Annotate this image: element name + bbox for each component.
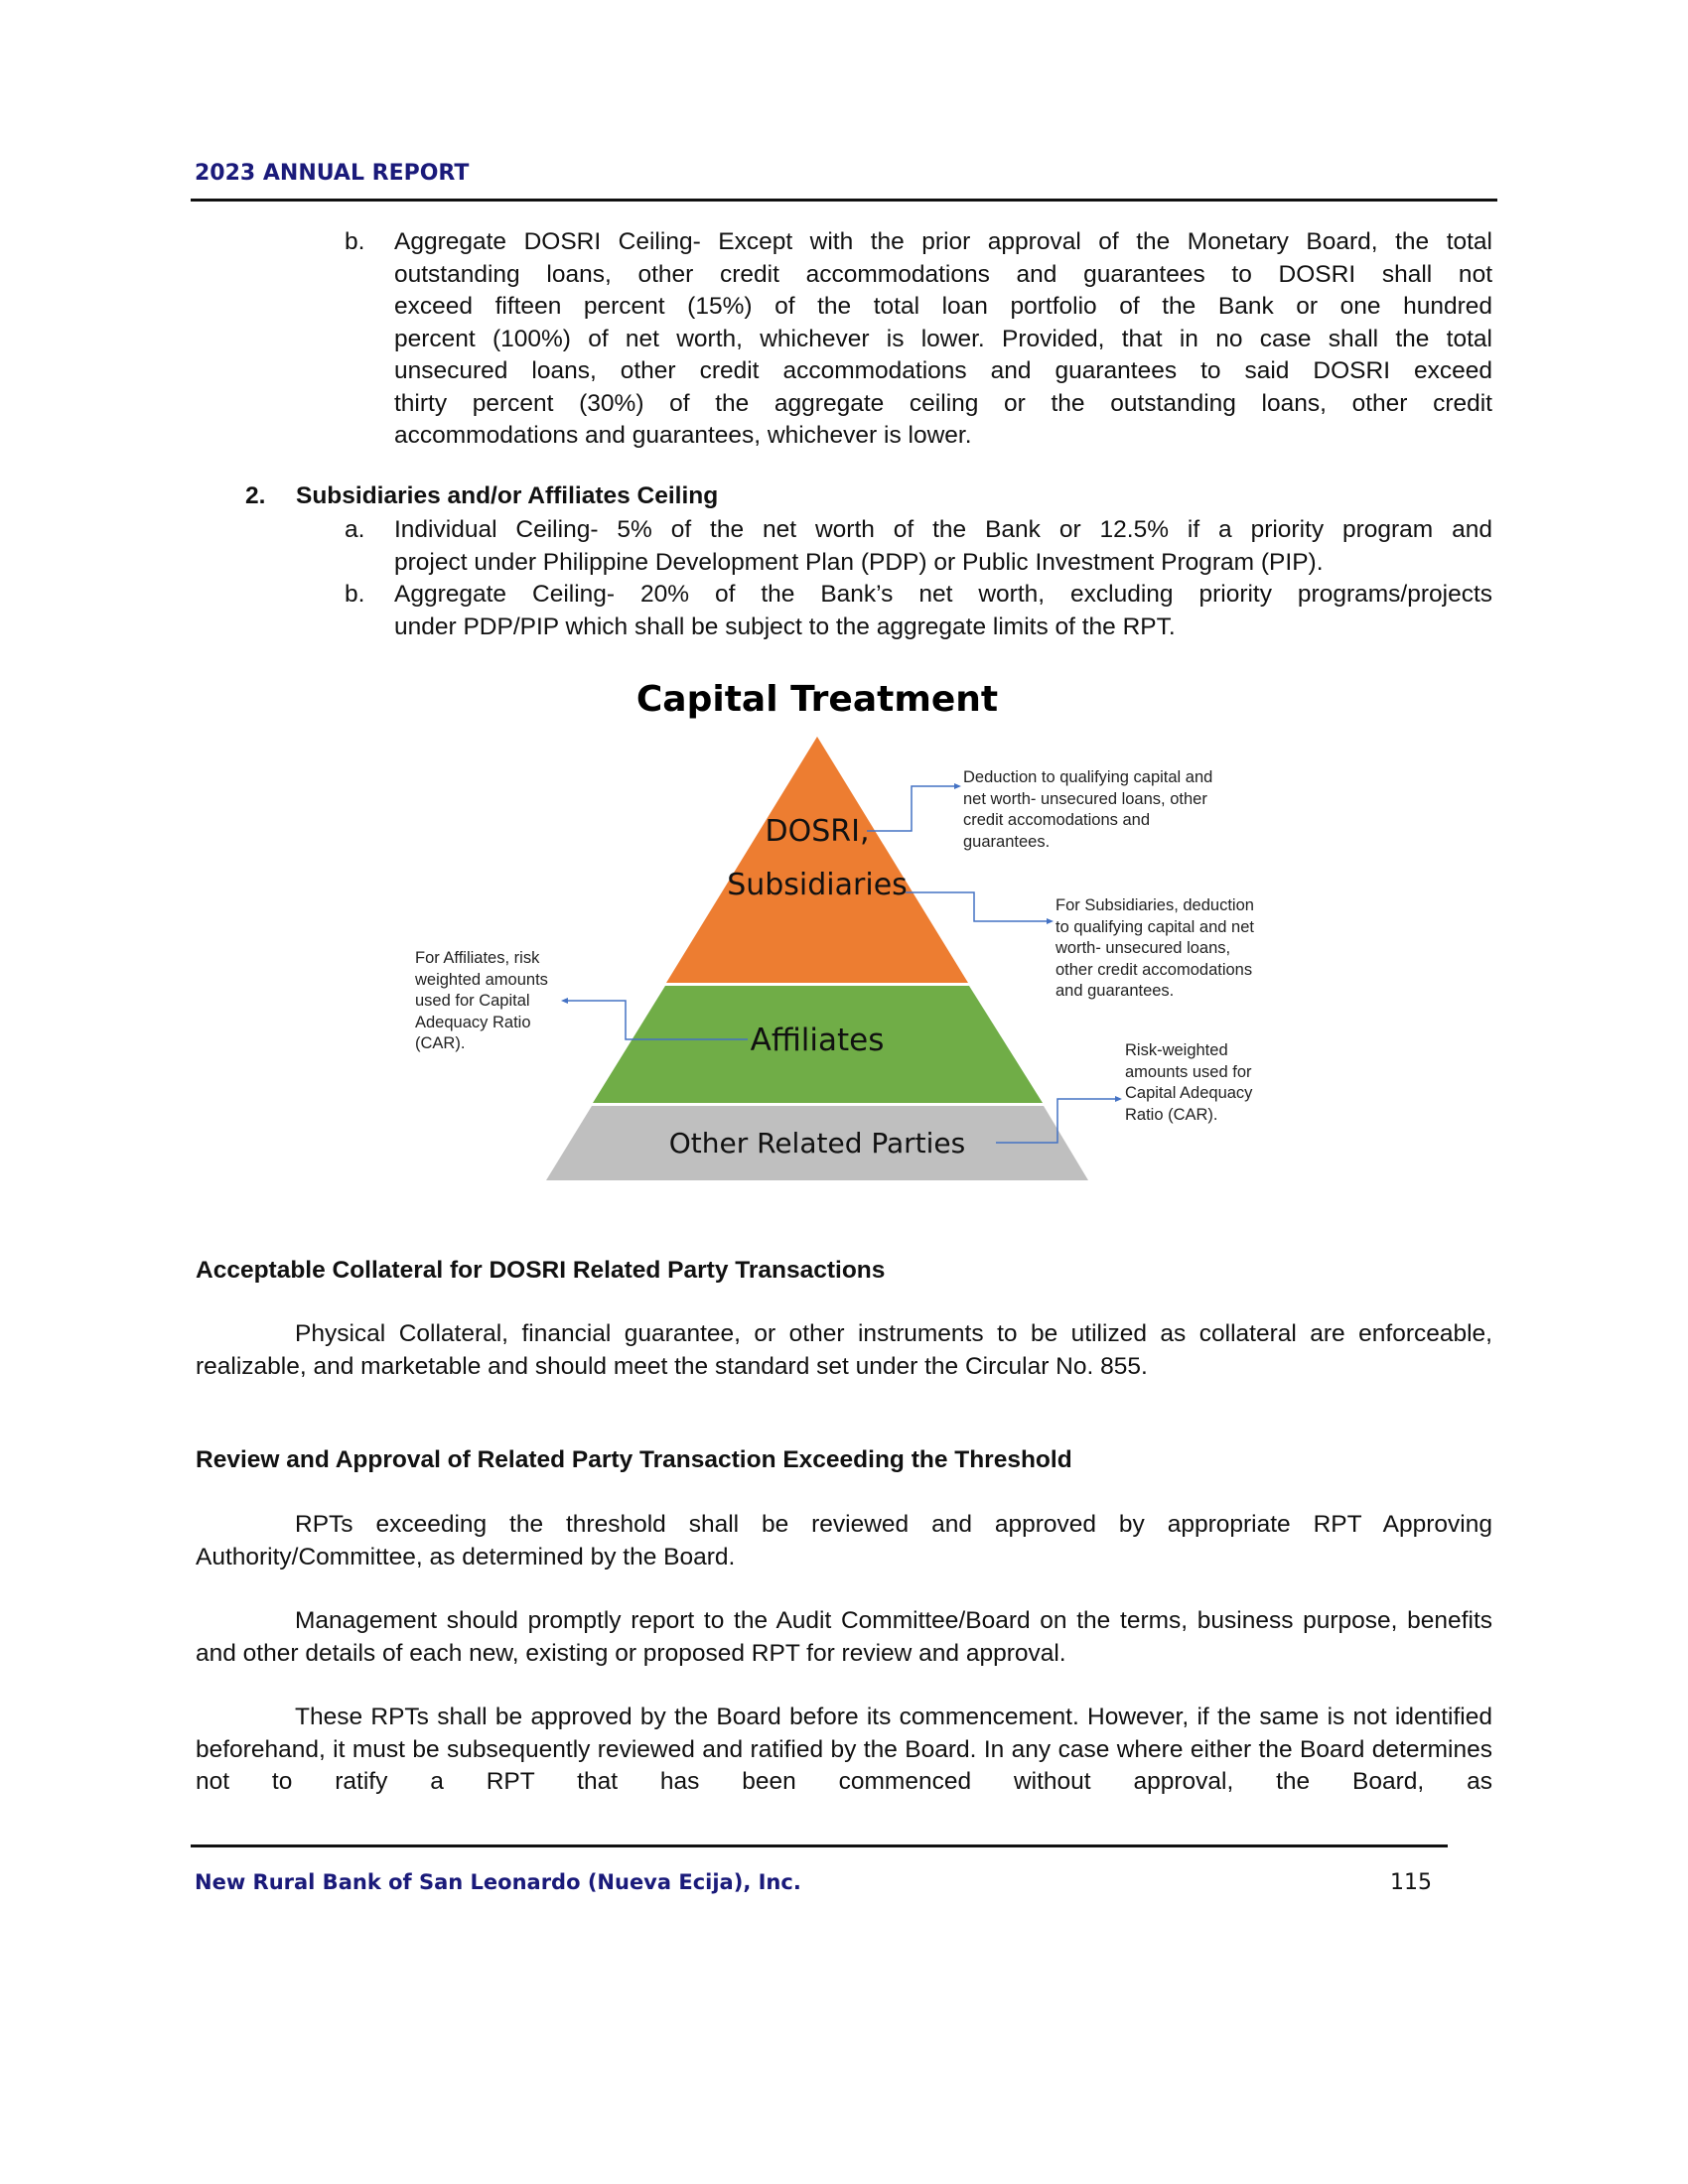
review-heading: Review and Approval of Related Party Transaction Exceeding the Threshold	[196, 1446, 1072, 1473]
annotation-line: Risk-weighted	[1125, 1041, 1228, 1059]
tier-label-dosri: DOSRI,	[765, 814, 870, 849]
arrowhead-icon	[1047, 918, 1054, 924]
annotation-line: Deduction to qualifying capital and	[963, 768, 1213, 786]
annotation-line: other credit accomodations	[1055, 960, 1253, 979]
text-line: under PDP/PIP which shall be subject to the aggregate limits of the RPT.	[394, 613, 1176, 640]
annotation-dosri	[963, 767, 1212, 853]
text-line: exceed fifteen percent (15%) of the total loan portfolio of the Bank or one hundred	[394, 293, 1492, 320]
arrowhead-icon	[954, 783, 961, 789]
tier-label-affiliates: Affiliates	[750, 1023, 885, 1058]
arrowhead-icon	[1115, 1096, 1122, 1102]
annotation-other	[1125, 1040, 1252, 1126]
annotation-line: credit accomodations and	[963, 811, 1151, 829]
page-number: 115	[1390, 1870, 1432, 1895]
arrowhead-icon	[561, 998, 568, 1004]
annotation-line: worth- unsecured loans,	[1055, 939, 1231, 957]
text-line: project under Philippine Development Plan (PDP) or Public Investment Program (PIP).	[394, 548, 1324, 576]
tier-label-other-related-parties: Other Related Parties	[668, 1127, 966, 1160]
annotation-line: For Subsidiaries, deduction	[1055, 896, 1254, 914]
text-line: thirty percent (30%) of the aggregate ceiling or the outstanding loans, other credit	[394, 389, 1492, 417]
text-line: Aggregate Ceiling- 20% of the Bank’s net worth, excluding priority programs/projects	[394, 581, 1492, 608]
text-line: accommodations and guarantees, whichever is lower.	[394, 422, 972, 449]
annotation-subsidiaries	[1055, 895, 1254, 1003]
section-number: 2.	[245, 482, 266, 509]
annotation-line: and guarantees.	[1055, 982, 1175, 1000]
collateral-heading: Acceptable Collateral for DOSRI Related Party Transactions	[196, 1257, 886, 1284]
annotation-line: For Affiliates, risk	[415, 949, 540, 967]
footer-org-name: New Rural Bank of San Leonardo (Nueva Ecija), Inc.	[195, 1870, 801, 1894]
list-label: b.	[345, 581, 365, 608]
review-paragraph-1: RPTs exceeding the threshold shall be reviewed and approved by appropriate RPT Approving Authority/Committee, as determined by the Board.	[196, 1511, 1492, 1570]
annotation-line: net worth- unsecured loans, other	[963, 789, 1207, 808]
text-line: outstanding loans, other credit accommodations and guarantees to DOSRI shall not	[394, 260, 1492, 288]
diagram-title: Capital Treatment	[635, 679, 999, 720]
annotation-affiliates	[415, 948, 548, 1055]
text-line: percent (100%) of net worth, whichever is lower. Provided, that in no case shall the total	[394, 325, 1492, 352]
annotation-line: Capital Adequacy	[1125, 1084, 1253, 1102]
text-line: unsecured loans, other credit accommodations and guarantees to said DOSRI exceed	[394, 357, 1492, 384]
review-paragraph-2: Management should promptly report to the Audit Committee/Board on the terms, business purpose, benefits and other details of each new, existing or proposed RPT for review and approval.	[196, 1607, 1492, 1667]
review-paragraph-3: These RPTs shall be approved by the Board before its commencement. However, if the same is not identified beforehand, it must be subsequently reviewed and ratified by the Board. In any case where either the Board determines not to ratify a RPT that has been commenced without approval, the Board, as	[196, 1704, 1492, 1795]
text-line: Individual Ceiling- 5% of the net worth of the Bank or 12.5% if a priority program and	[394, 516, 1492, 543]
tier-dosri-subsidiaries	[666, 737, 968, 983]
annotation-line: to qualifying capital and net	[1055, 917, 1254, 936]
annotation-line: weighted amounts	[415, 970, 548, 989]
annotation-line: (CAR).	[415, 1034, 466, 1052]
annotation-line: amounts used for	[1125, 1062, 1252, 1081]
annotation-line: used for Capital	[415, 992, 530, 1010]
running-header-title: 2023 ANNUAL REPORT	[195, 161, 470, 186]
annotation-line: Adequacy Ratio	[415, 1013, 531, 1031]
annotation-line: guarantees.	[963, 832, 1051, 851]
text-line: Aggregate DOSRI Ceiling- Except with the prior approval of the Monetary Board, the total	[394, 228, 1492, 255]
annotation-line: Ratio (CAR).	[1125, 1105, 1218, 1124]
tier-label-subsidiaries: Subsidiaries	[727, 868, 908, 902]
list-label: b.	[345, 228, 365, 255]
footer-rule	[191, 1844, 1448, 1847]
collateral-paragraph: Physical Collateral, financial guarantee, or other instruments to be utilized as collateral are enforceable, realizable, and marketable and should meet the standard set under the Circular No. 855.	[196, 1320, 1492, 1380]
section-title: Subsidiaries and/or Affiliates Ceiling	[296, 482, 719, 509]
list-label: a.	[345, 516, 365, 543]
